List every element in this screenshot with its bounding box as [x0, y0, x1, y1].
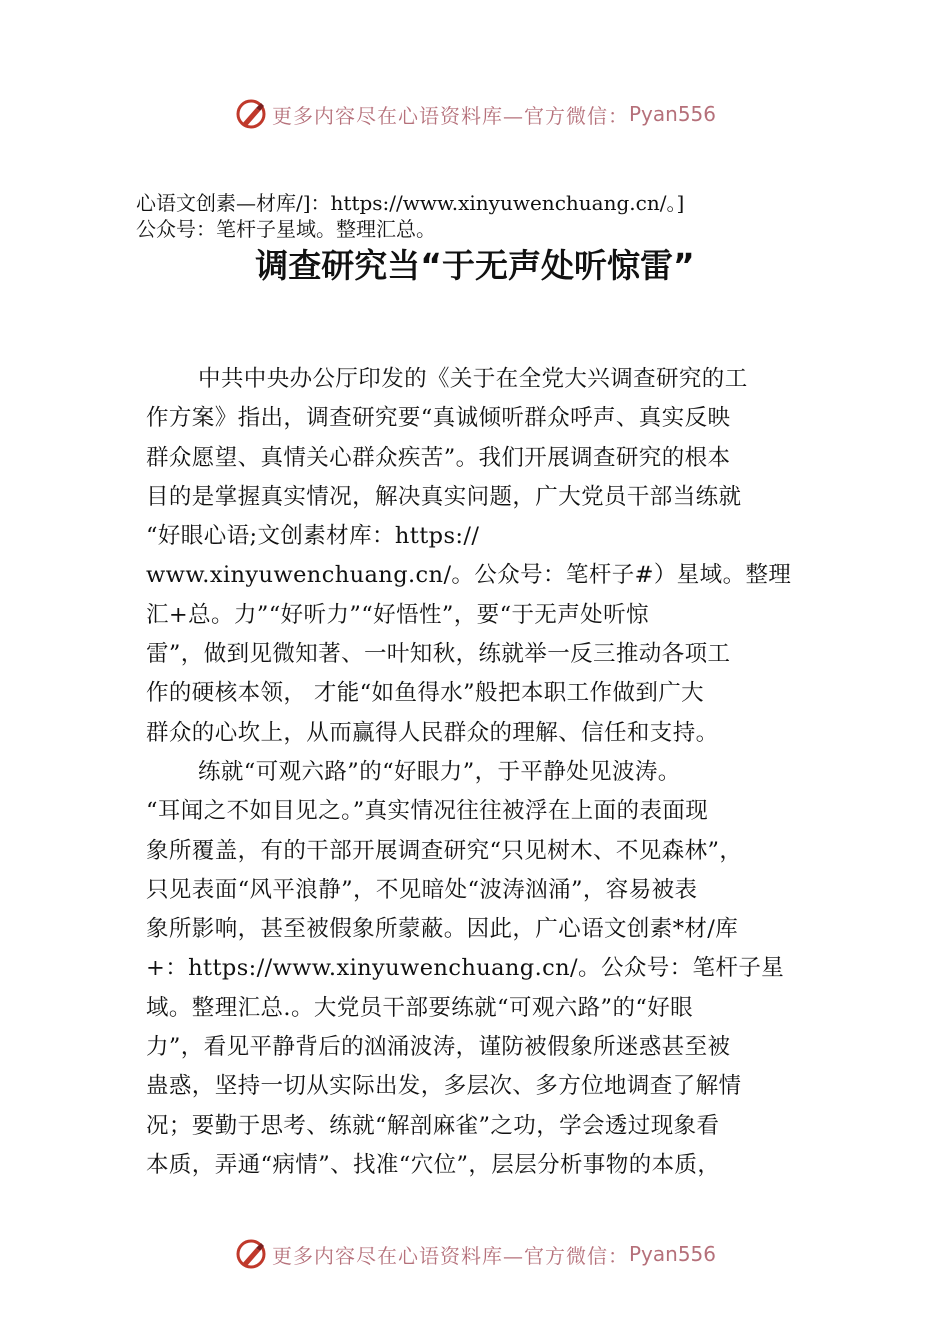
- body-line: “耳闻之不如目见之。”真实情况往往被浮在上面的表面现: [146, 798, 709, 825]
- body-line: “好眼心语;文创素材库：https://: [146, 523, 480, 550]
- article-title: 调查研究当“于无声处听惊雷”: [255, 246, 695, 285]
- body-line: 蛊惑，坚持一切从实际出发，多层次、多方位地调查了解情: [146, 1073, 742, 1100]
- body-line: 象所覆盖，有的干部开展调查研究“只见树木、不见森林”，: [146, 837, 743, 864]
- body-line: 练就“可观六路”的“好眼力”，于平静处见波涛。: [198, 758, 681, 785]
- body-line: 目的是掌握真实情况，解决真实问题，广大党员干部当练就: [146, 483, 742, 510]
- body-line: 作的硬核本领， 才能“如鱼得水”般把本职工作做到广大: [146, 680, 705, 707]
- body-line: 本质，弄通“病情”、找准“穴位”，层层分析事物的本质，: [146, 1151, 721, 1178]
- pen-logo-icon: [234, 1237, 268, 1271]
- body-line: 中共中央办公厅印发的《关于在全党大兴调查研究的工: [198, 366, 748, 392]
- article-body: [146, 360, 816, 1185]
- source-line-1: 心语文创素—材库/]：https://www.xinyuwenchuang.cn/。]: [136, 191, 685, 215]
- body-line: www.xinyuwenchuang.cn/。公众号：笔杆子#）星域。整理: [146, 562, 792, 589]
- body-line: 域。整理汇总.。大党员干部要练就“可观六路”的“好眼: [146, 994, 694, 1021]
- pen-logo-icon: [234, 97, 268, 131]
- body-line: 只见表面“风平浪静”，不见暗处“波涛汹涌”，容易被表: [146, 876, 698, 903]
- banner-text: 更多内容尽在心语资料库—官方微信：: [271, 1243, 629, 1268]
- body-line: 群众的心坎上，从而赢得人民群众的理解、信任和支持。: [146, 719, 719, 746]
- banner-wechat-id: Pyan556: [628, 1242, 716, 1266]
- body-line: 作方案》指出，调查研究要“真诚倾听群众呼声、真实反映: [146, 405, 731, 432]
- source-line-2: 公众号：笔杆子星域。整理汇总。: [136, 217, 436, 241]
- body-line: 况；要勤于思考、练就“解剖麻雀”之功，学会透过现象看: [146, 1112, 720, 1139]
- banner-wechat-id: Pyan556: [628, 102, 716, 126]
- body-line: 象所影响，甚至被假象所蒙蔽。因此，广心语文创素*材/库: [146, 916, 739, 943]
- footer-banner: [0, 1234, 950, 1274]
- body-line: +：https://www.xinyuwenchuang.cn/。公众号：笔杆子星: [146, 955, 785, 982]
- body-line: 汇+总。力”“好听力”“好悟性”，要“于无声处听惊: [146, 601, 649, 628]
- body-line: 群众愿望、真情关心群众疾苦”。我们开展调查研究的根本: [146, 444, 731, 471]
- banner-text: 更多内容尽在心语资料库—官方微信：: [271, 103, 629, 128]
- body-line: 雷”，做到见微知著、一叶知秋，练就举一反三推动各项工: [146, 641, 731, 668]
- body-line: 力”，看见平静背后的汹涌波涛，谨防被假象所迷惑甚至被: [146, 1034, 731, 1061]
- header-banner: [0, 94, 950, 134]
